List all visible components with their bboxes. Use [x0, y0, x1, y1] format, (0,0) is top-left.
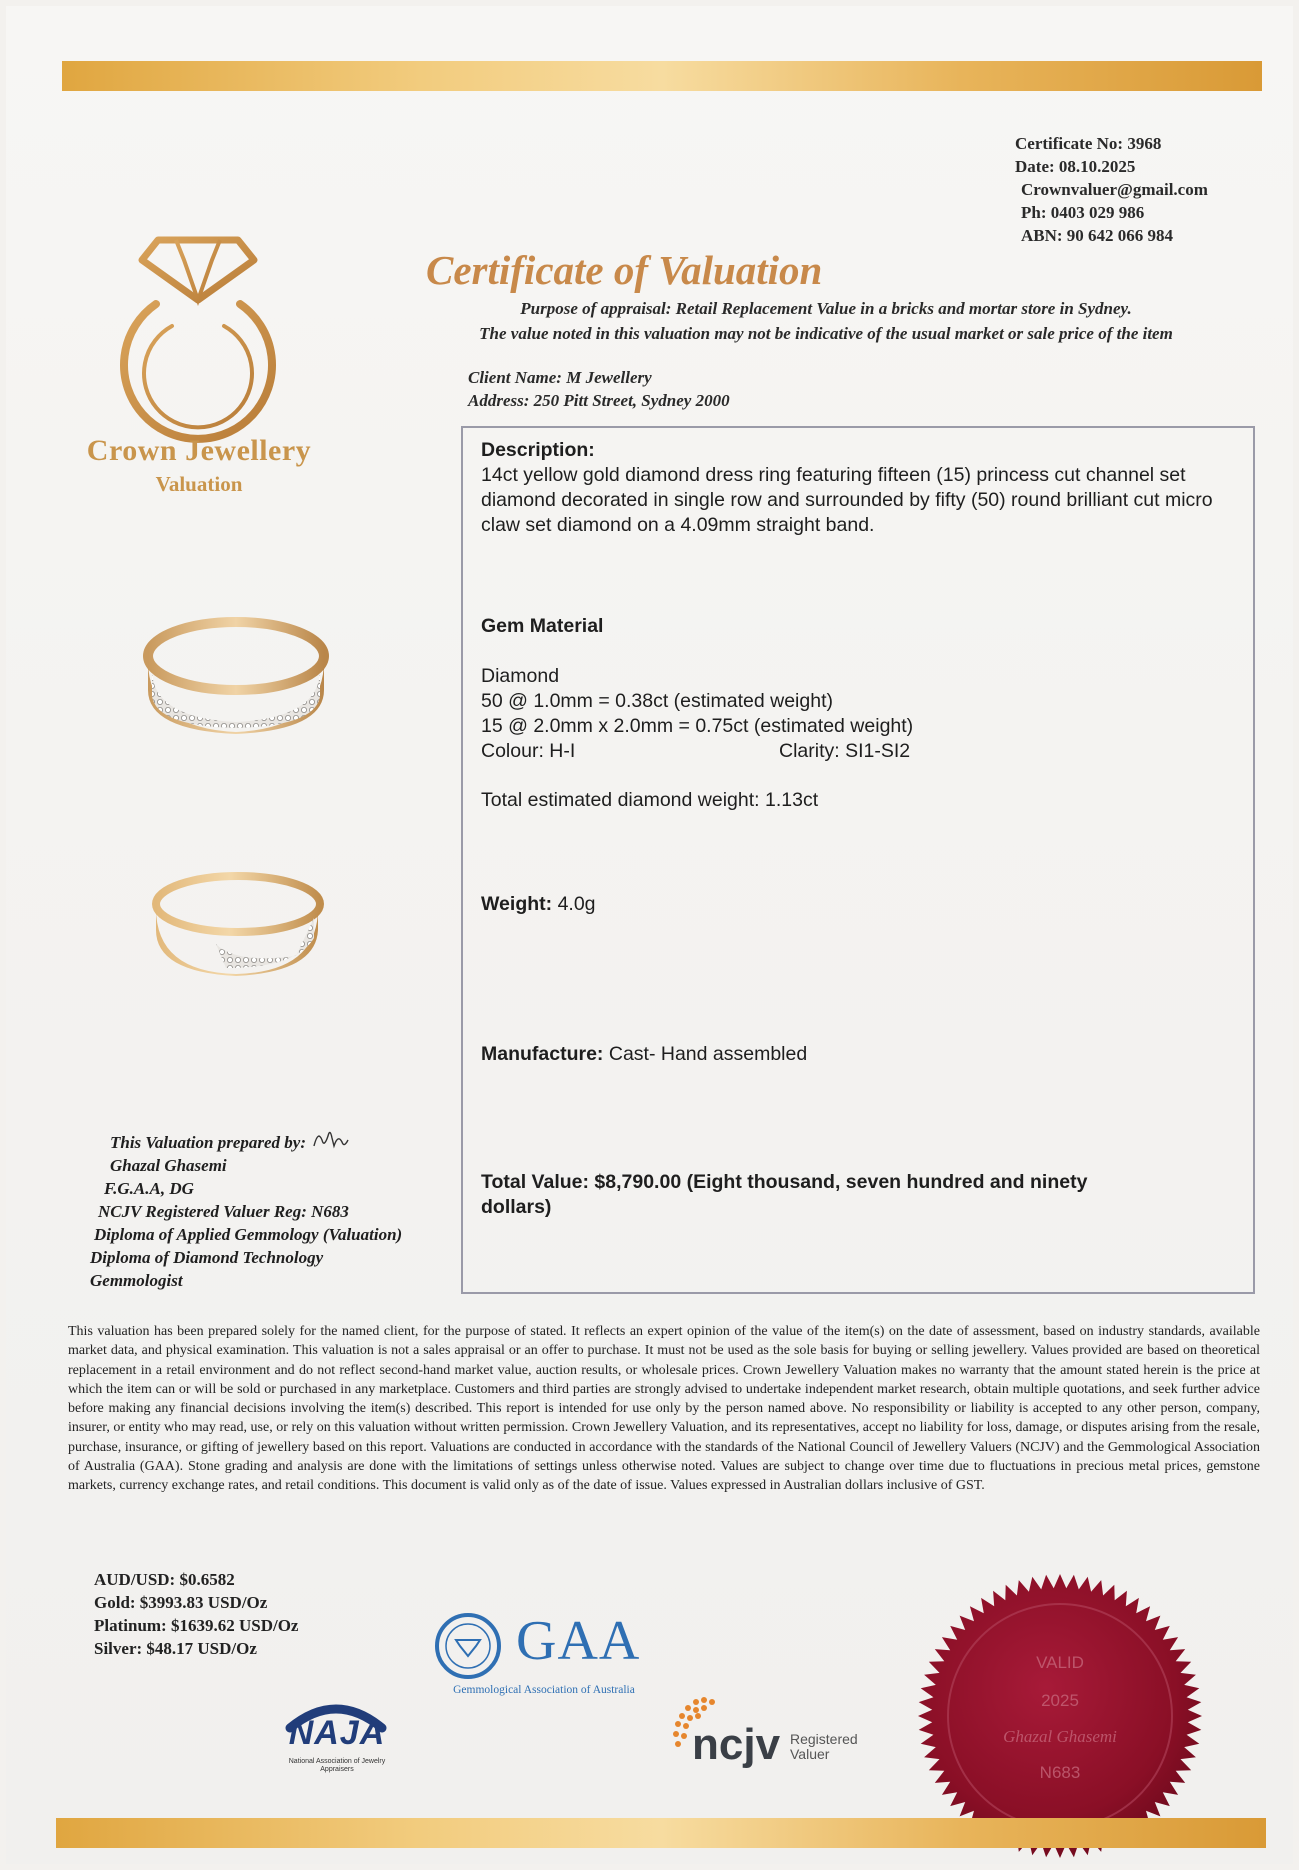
valuer-role: Gemmologist: [90, 1271, 183, 1290]
certificate-number: Certificate No: 3968: [1015, 134, 1162, 153]
brand-name: Crown Jewellery: [86, 434, 312, 467]
gem-line-1: 50 @ 1.0mm = 0.38ct (estimated weight): [481, 690, 833, 712]
bottom-gold-bar: [56, 1818, 1266, 1848]
description-text: 14ct yellow gold diamond dress ring featuring fifteen (15) princess cut channel set diamond decorated in single row and surrounded by fifty (50) round brilliant cut micro claw set diamond on a 4.09mm straight band.: [481, 464, 1213, 536]
valuer-name: Ghazal Ghasemi: [110, 1156, 227, 1175]
description-heading: Description:: [481, 439, 595, 461]
ncjv-registered-valuer: Registered Valuer: [790, 1731, 858, 1762]
client-address: Address: 250 Pitt Street, Sydney 2000: [468, 391, 730, 410]
description-section: [481, 438, 1239, 538]
rate-aud-usd: AUD/USD: $0.6582: [94, 1570, 235, 1589]
certificate-abn: ABN: 90 642 066 984: [1021, 226, 1174, 245]
prepared-by-label: This Valuation prepared by:: [110, 1133, 306, 1152]
manufacture-row: [481, 1042, 1239, 1067]
naja-logo-subtitle: National Association of Jewelry Appraisers: [288, 1758, 386, 1773]
certificate-email: Crownvaluer@gmail.com: [1021, 180, 1208, 199]
rate-silver: Silver: $48.17 USD/Oz: [94, 1639, 257, 1658]
gem-colour: Colour: H-I: [481, 740, 576, 762]
valuer-diploma-1: Diploma of Applied Gemmology (Valuation): [94, 1225, 403, 1244]
seal-valid: VALID: [1036, 1653, 1084, 1672]
client-details: [468, 366, 968, 412]
purpose-line-2: The value noted in this valuation may not be indicative of the usual market or sale price of the item: [479, 324, 1173, 343]
ncjv-logo-text: ncjv: [692, 1720, 781, 1769]
gem-clarity: Clarity: SI1-SI2: [779, 740, 911, 762]
gem-line-2: 15 @ 2.0mm x 2.0mm = 0.75ct (estimated weight): [481, 715, 914, 737]
gem-type: Diamond: [481, 665, 560, 687]
certificate-date: Date: 08.10.2025: [1015, 157, 1136, 176]
brand-subtitle: Valuation: [155, 472, 243, 496]
disclaimer-text: This valuation has been prepared solely for the named client, for the purpose of stated. It reflects an expert opinion of the value of the item(s) on the date of assessment, based on industry standards, available market data, and physical examination. This valuation is not a sales appraisal or an offer to purchase. It must not be used as the sole basis for buying or selling jewellery. Values provided are based on theoretical replacement in a retail environment and do not reflect second-hand market value, auction results, or wholesale prices. Crown Jewellery Valuation makes no warranty that the amount stated herein is the price at which the item can or will be sold or purchased in any marketplace. Customers and third parties are strongly advised to undertake independent market research, obtain multiple quotations, and seek further advice before making any financial decisions involving the item(s) described. This report is intended for use only by the person named above. No responsibility or liability is accepted to any other person, company, insurer, or entity who may read, use, or rely on this valuation without written permission. Crown Jewellery Valuation, and its representatives, accept no liability for loss, damage, or disputes arising from the resale, purchase, insurance, or gifting of jewellery based on this report. Valuations are conducted in accordance with the standards of the National Council of Jewellery Valuers (NCJV) and the Gemmological Association of Australia (GAA). Stone grading and analysis are done with the limitations of settings unless otherwise noted. Values are subject to change over time due to fluctuations in precious metal prices, gemstone markets, currency exchange rates, and retail conditions. This document is valid only as of the date of issue. Values expressed in Australian dollars inclusive of GST.: [68, 1324, 1260, 1494]
gem-total-weight: Total estimated diamond weight: 1.13ct: [481, 789, 819, 811]
rate-platinum: Platinum: $1639.62 USD/Oz: [94, 1616, 299, 1635]
seal-year: 2025: [1041, 1691, 1079, 1710]
weight-row: [481, 892, 1239, 917]
purpose-text: [396, 296, 1256, 346]
seal-reg: N683: [1039, 1763, 1081, 1782]
page-title: Certificate of Valuation: [426, 247, 823, 293]
gaa-logo-subtitle: Gemmological Association of Australia: [453, 1684, 635, 1696]
total-value: Total Value: $8,790.00 (Eight thousand, seven hundred and ninety dollars): [481, 1171, 1088, 1218]
certificate-page: [6, 6, 1293, 1864]
valuer-qualifications: F.G.A.A, DG: [104, 1179, 194, 1198]
signature-icon: [310, 1126, 350, 1152]
valuer-diploma-2: Diploma of Diamond Technology: [90, 1248, 324, 1267]
valuation-details-box: [461, 426, 1255, 1294]
seal-name: Ghazal Ghasemi: [1003, 1727, 1117, 1746]
top-gold-bar: [62, 61, 1262, 91]
ring-photo-side: [146, 868, 326, 978]
purpose-line-1: Purpose of appraisal: Retail Replacement Value in a bricks and mortar store in Sydney.: [520, 299, 1132, 318]
gem-heading: Gem Material: [481, 615, 604, 637]
metal-rates: [94, 1568, 414, 1660]
naja-logo-text: NAJA: [288, 1714, 386, 1752]
client-name: Client Name: M Jewellery: [468, 368, 652, 387]
gem-material-section: [481, 614, 1239, 813]
prepared-by-block: [88, 1126, 468, 1292]
manufacture-value: Cast- Hand assembled: [608, 1043, 808, 1065]
valuer-registration: NCJV Registered Valuer Reg: N683: [98, 1202, 349, 1221]
weight-value: 4.0g: [557, 893, 596, 915]
certificate-info: [1015, 132, 1255, 247]
weight-label: Weight:: [481, 893, 553, 915]
ring-photo-front: [140, 610, 332, 740]
certificate-phone: Ph: 0403 029 986: [1021, 203, 1145, 222]
gaa-logo-text: GAA: [516, 1610, 641, 1672]
rate-gold: Gold: $3993.83 USD/Oz: [94, 1593, 268, 1612]
manufacture-label: Manufacture:: [481, 1043, 604, 1065]
